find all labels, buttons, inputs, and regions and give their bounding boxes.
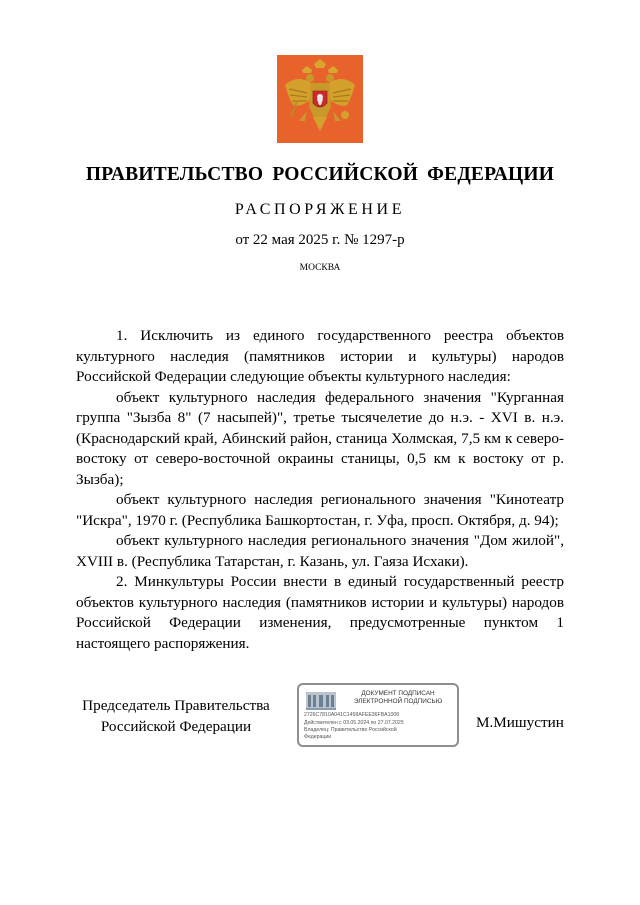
signatory-position-line: Российской Федерации xyxy=(100,717,252,735)
signatory-position xyxy=(76,696,276,737)
signatory-name: М.Мишустин xyxy=(476,714,564,731)
paragraph: объект культурного наследия регионального значения "Кинотеатр "Искра", 1970 г. (Республика Башкортостан, г. Уфа, просп. Октября, д. 94); xyxy=(76,491,564,529)
signatory-position-line: Председатель Правительства xyxy=(82,697,270,714)
stamp-owner: Владелец: Правительство Российской xyxy=(304,727,397,733)
document-date-number: от 22 мая 2025 г. № 1297-р xyxy=(235,232,405,248)
organization-title: ПРАВИТЕЛЬСТВО РОССИЙСКОЙ ФЕДЕРАЦИИ xyxy=(85,164,555,185)
paragraph: объект культурного наследия регионального значения "Дом жилой", XVIII в. (Республика Татарстан, г. Казань, ул. Гаяза Исхаки). xyxy=(76,532,564,570)
stamp-validity: Действителен с 03.05.2024 по 27.07.2025 xyxy=(304,720,404,726)
stamp-certificate: 2726C7810A041C1458AFEE36FBA1008 xyxy=(304,712,400,718)
government-building-icon xyxy=(304,689,338,711)
russian-coat-of-arms-emblem xyxy=(277,55,363,143)
electronic-signature-stamp xyxy=(297,683,459,747)
paragraph: 2. Минкультуры России внести в единый государственный реестр объектов культурного наследия (памятников истории и культуры) народов Российской Федерации изменения, предусмотренные пунктом 1 настоящего распоряжения. xyxy=(76,573,564,652)
paragraph: 1. Исключить из единого государственного реестра объектов культурного наследия (памятников истории и культуры) народов Российской Федерации следующие объекты культурного наследия: xyxy=(76,327,564,385)
document-body xyxy=(76,326,564,654)
document-city: МОСКВА xyxy=(299,263,341,273)
document-type: РАСПОРЯЖЕНИЕ xyxy=(234,201,406,218)
stamp-title: ДОКУМЕНТ ПОДПИСАН ЭЛЕКТРОННОЙ ПОДПИСЬЮ xyxy=(353,690,443,705)
paragraph: объект культурного наследия федерального значения "Курганная группа "Зызба 8" (7 насыпей)", третье тысячелетие до н.э. - XVI в. н.э. (Краснодарский край, Абинский район, станица Холмская, 7,5 км к северо-востоку от северо-восточной окраины станицы, 0,5 км к востоку от р. Зызба); xyxy=(76,388,564,488)
stamp-owner: Федерации xyxy=(304,734,332,740)
